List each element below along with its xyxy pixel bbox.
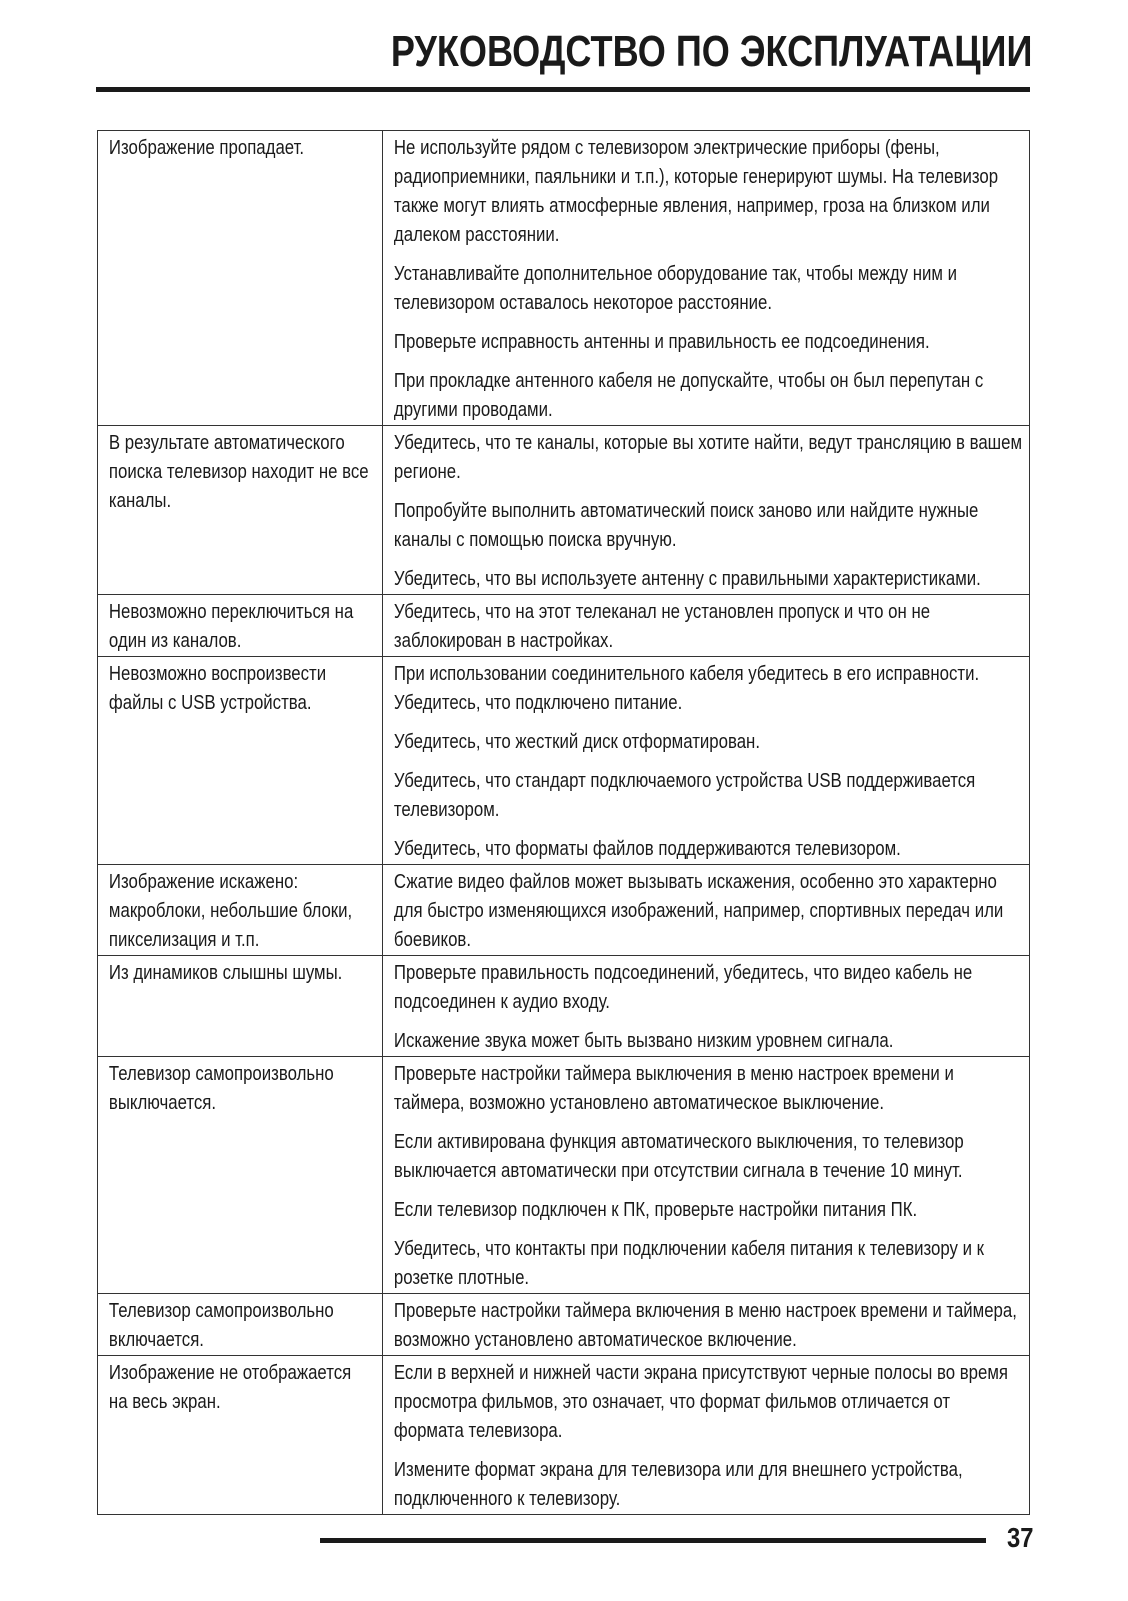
solution-paragraph: Если в верхней и нижней части экрана присутствуют черные полосы во время просмотра фильмов, это означает, что формат фильмов отличается от формата телевизора. [393, 1362, 1008, 1442]
solution-cell [383, 426, 1030, 595]
table-row [98, 1294, 1030, 1356]
solution-paragraph: Убедитесь, что те каналы, которые вы хотите найти, ведут трансляцию в вашем регионе. [393, 432, 1023, 483]
issue-text: Телевизор самопроизвольно включается. [108, 1300, 334, 1351]
troubleshooting-table [97, 130, 1030, 1515]
solution-paragraph: Искажение звука может быть вызвано низким уровнем сигнала. [393, 1030, 894, 1052]
solution-paragraph: Убедитесь, что контакты при подключении кабеля питания к телевизору и к розетке плотные. [393, 1238, 985, 1289]
solution-paragraph: Убедитесь, что стандарт подключаемого устройства USB поддерживается телевизором. [393, 770, 976, 821]
issue-cell [98, 1057, 383, 1294]
solution-paragraph: Если телевизор подключен к ПК, проверьте настройки питания ПК. [393, 1199, 918, 1221]
table-row [98, 426, 1030, 595]
issue-text: Невозможно воспроизвести файлы с USB устройства. [108, 663, 327, 714]
issue-text: Изображение не отображается на весь экран. [108, 1362, 352, 1413]
issue-cell [98, 426, 383, 595]
solution-paragraph: Попробуйте выполнить автоматический поиск заново или найдите нужные каналы с помощью поиска вручную. [393, 500, 979, 551]
solution-paragraph: Устанавливайте дополнительное оборудование так, чтобы между ним и телевизором оставалось некоторое расстояние. [393, 263, 957, 314]
solution-paragraph: Убедитесь, что вы используете антенну с правильными характеристиками. [393, 568, 981, 590]
solution-paragraph: Убедитесь, что форматы файлов поддерживаются телевизором. [393, 838, 901, 860]
table-row [98, 595, 1030, 657]
solution-paragraph: Сжатие видео файлов может вызывать искажения, особенно это характерно для быстро изменяющихся изображений, например, спортивных передач или боевиков. [393, 871, 1004, 951]
issue-text: Изображение искажено: макроблоки, небольшие блоки, пикселизация и т.п. [108, 871, 353, 951]
solution-paragraph: Убедитесь, что на этот телеканал не установлен пропуск и что он не заблокирован в настройках. [393, 601, 931, 652]
solution-cell [383, 1057, 1030, 1294]
page-number: 37 [1007, 1522, 1034, 1553]
issue-text: Из динамиков слышны шумы. [108, 962, 343, 984]
issue-text: В результате автоматического поиска телевизор находит не все каналы. [108, 432, 369, 512]
solution-paragraph: Проверьте настройки таймера включения в меню настроек времени и таймера, возможно установлено автоматическое включение. [393, 1300, 1017, 1351]
issue-cell [98, 657, 383, 865]
solution-cell [383, 657, 1030, 865]
table-row [98, 865, 1030, 956]
solution-paragraph: Проверьте настройки таймера выключения в меню настроек времени и таймера, возможно установлено автоматическое выключение. [393, 1063, 954, 1114]
header-rule [96, 87, 1030, 92]
solution-paragraph: Проверьте исправность антенны и правильность ее подсоединения. [393, 331, 930, 353]
issue-cell [98, 595, 383, 657]
troubleshooting-table-body [98, 131, 1030, 1515]
table-row [98, 657, 1030, 865]
table-row [98, 1057, 1030, 1294]
solution-paragraph: Убедитесь, что жесткий диск отформатирован. [393, 731, 760, 753]
issue-cell [98, 956, 383, 1057]
page-title: РУКОВОДСТВО ПО ЭКСПЛУАТАЦИИ [390, 27, 1032, 76]
issue-text: Телевизор самопроизвольно выключается. [108, 1063, 334, 1114]
solution-paragraph: При использовании соединительного кабеля убедитесь в его исправности. Убедитесь, что подключено питание. [393, 663, 980, 714]
solution-cell [383, 595, 1030, 657]
solution-paragraph: При прокладке антенного кабеля не допускайте, чтобы он был перепутан с другими проводами. [393, 370, 984, 421]
solution-paragraph: Не используйте рядом с телевизором электрические приборы (фены, радиоприемники, паяльники и т.п.), которые генерируют шумы. На телевизор также могут влиять атмосферные явления, например, гроза на близком или далеком расстоянии. [393, 137, 999, 246]
solution-cell [383, 1294, 1030, 1356]
issue-cell [98, 131, 383, 426]
solution-cell [383, 865, 1030, 956]
solution-paragraph: Измените формат экрана для телевизора или для внешнего устройства, подключенного к телевизору. [393, 1459, 963, 1510]
solution-paragraph: Проверьте правильность подсоединений, убедитесь, что видео кабель не подсоединен к аудио входу. [393, 962, 973, 1013]
issue-cell [98, 865, 383, 956]
table-row [98, 131, 1030, 426]
solution-cell [383, 956, 1030, 1057]
solution-paragraph: Если активирована функция автоматического выключения, то телевизор выключается автоматически при отсутствии сигнала в течение 10 минут. [393, 1131, 964, 1182]
footer-rule [320, 1538, 986, 1543]
solution-cell [383, 1356, 1030, 1515]
table-row [98, 956, 1030, 1057]
issue-cell [98, 1294, 383, 1356]
issue-text: Невозможно переключиться на один из каналов. [108, 601, 354, 652]
solution-cell [383, 131, 1030, 426]
table-row [98, 1356, 1030, 1515]
issue-cell [98, 1356, 383, 1515]
issue-text: Изображение пропадает. [108, 137, 305, 159]
